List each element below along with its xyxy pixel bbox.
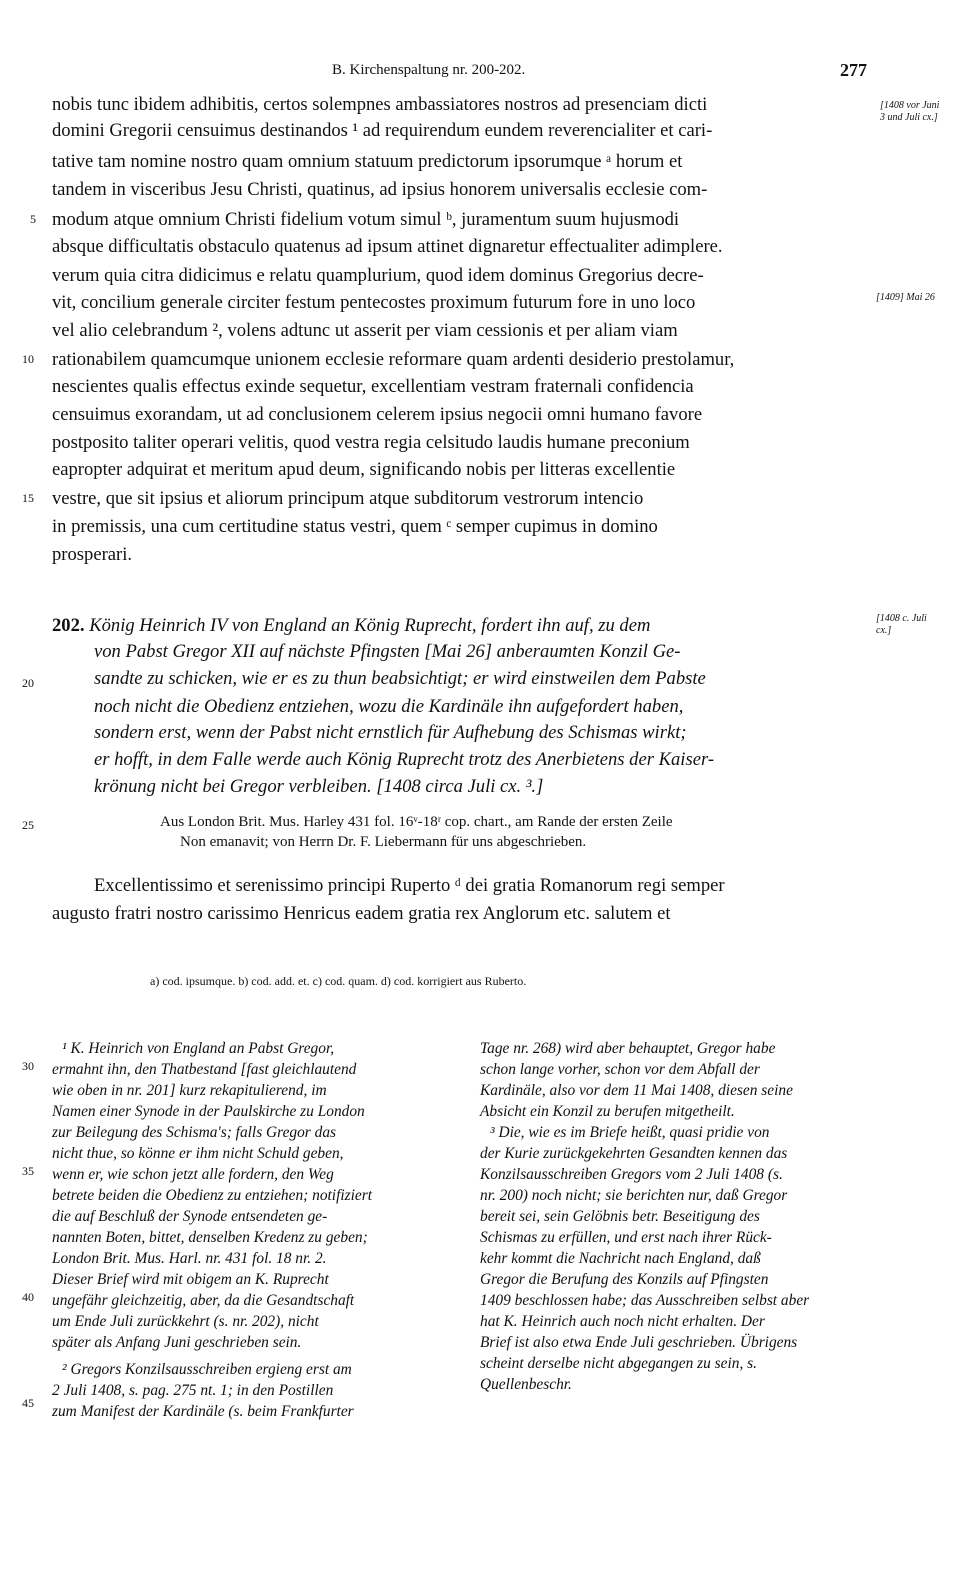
text-line: rationabilem quamcumque unionem ecclesie reformare quam ardenti desiderio prestolamur, xyxy=(52,349,735,370)
text-line: tative tam nomine nostro quam omnium statuum predictorum ipsorumque ᵃ horum et xyxy=(52,151,683,172)
doc-heading-line: 202. König Heinrich IV von England an König Ruprecht, fordert ihn auf, zu dem xyxy=(52,615,651,636)
running-head: B. Kirchenspaltung nr. 200-202. xyxy=(332,62,526,78)
footnote-line: schon lange vorher, schon vor dem Abfall der xyxy=(480,1061,760,1078)
footnote-line: 2 Juli 1408, s. pag. 275 nt. 1; in den Postillen xyxy=(52,1382,334,1399)
footnote-line: Konzilsausschreiben Gregors vom 2 Juli 1408 (s. xyxy=(480,1166,783,1183)
line-number: 25 xyxy=(22,818,34,832)
line-number: 15 xyxy=(22,491,34,505)
text-line: censuimus exorandam, ut ad conclusionem celerem ipsius negocii omni humano favore xyxy=(52,404,703,425)
text-line: absque difficultatis obstaculo quatenus ad ipsum attinet dignaretur effectualiter adimplere. xyxy=(52,236,723,257)
footnote-line: hat K. Heinrich auch noch nicht erhalten. Der xyxy=(480,1313,765,1330)
text-line: vestre, que sit ipsius et aliorum principum atque subditorum vestrorum intencio xyxy=(52,488,644,509)
doc-heading-line: von Pabst Gregor XII auf nächste Pfingsten [Mai 26] anberaumten Konzil Ge- xyxy=(94,641,681,662)
footnote-line: Schismas zu erfüllen, und erst nach ihrer Rück- xyxy=(480,1229,772,1246)
doc-heading-line: sandte zu schicken, wie er es zu thun beabsichtigt; er wird einstweilen dem Pabste xyxy=(94,668,706,689)
footnote-line: die auf Beschluß der Synode entsendeten ge- xyxy=(52,1208,328,1225)
doc-number: 202. xyxy=(52,615,85,636)
source-line: Non emanavit; von Herrn Dr. F. Liebermann für uns abgeschrieben. xyxy=(180,834,587,850)
text-line: nobis tunc ibidem adhibitis, certos solempnes ambassiatores nostros ad presenciam dicti xyxy=(52,94,708,115)
footnote-line: ¹ K. Heinrich von England an Pabst Gregor, xyxy=(62,1040,335,1057)
margin-note: [1408 c. Juli cx.] xyxy=(876,613,927,636)
footnote-line: wie oben in nr. 201] kurz rekapitulierend, im xyxy=(52,1082,327,1099)
footnote-line: scheint derselbe nicht abgegangen zu sein, s. xyxy=(480,1355,757,1372)
line-number: 40 xyxy=(22,1290,34,1304)
footnote-line: zum Manifest der Kardinäle (s. beim Frankfurter xyxy=(52,1403,354,1420)
footnote-line: London Brit. Mus. Harl. nr. 431 fol. 18 nr. 2. xyxy=(52,1250,327,1267)
doc-heading-line: krönung nicht bei Gregor verbleiben. [1408 circa Juli cx. ³.] xyxy=(94,776,544,797)
text-line: vit, concilium generale circiter festum pentecostes proximum futurum fore in uno loco xyxy=(52,292,696,313)
page-number: 277 xyxy=(840,60,867,80)
critical-apparatus: a) cod. ipsumque. b) cod. add. et. c) cod. quam. d) cod. korrigiert aus Ruberto. xyxy=(150,974,527,988)
footnote-line: ² Gregors Konzilsausschreiben ergieng erst am xyxy=(62,1361,352,1378)
text-line: prosperari. xyxy=(52,544,133,565)
footnote-line: zur Beilegung des Schisma's; falls Gregor das xyxy=(52,1124,337,1141)
footnote-line: 1409 beschlossen habe; das Ausschreiben selbst aber xyxy=(480,1292,810,1309)
text-line: domini Gregorii censuimus destinandos ¹ ad requirendum eundem reverencialiter et cari- xyxy=(52,120,713,141)
line-number: 45 xyxy=(22,1396,34,1410)
footnote-line: Gregor die Berufung des Konzils auf Pfingsten xyxy=(480,1271,769,1288)
doc-heading-line: er hofft, in dem Falle werde auch König Ruprecht trotz des Anerbietens der Kaiser- xyxy=(94,749,715,770)
text-line: vel alio celebrandum ², volens adtunc ut asserit per viam cessionis et per aliam viam xyxy=(52,320,678,341)
footnote-line: Tage nr. 268) wird aber behauptet, Gregor habe xyxy=(480,1040,776,1057)
letter-line: augusto fratri nostro carissimo Henricus eadem gratia rex Anglorum etc. salutem et xyxy=(52,903,671,924)
doc-heading-line: sondern erst, wenn der Pabst nicht ernstlich für Aufhebung des Schismas wirkt; xyxy=(94,722,687,743)
footnote-line: betrete beiden die Obedienz zu entziehen; notifiziert xyxy=(52,1187,372,1204)
footnote-line: der Kurie zurückgekehrten Gesandten kennen das xyxy=(480,1145,788,1162)
footnote-line: Namen einer Synode in der Paulskirche zu London xyxy=(52,1103,365,1120)
footnote-line: nannten Boten, bittet, denselben Kredenz zu geben; xyxy=(52,1229,368,1246)
footnote-line: Quellenbeschr. xyxy=(480,1376,572,1393)
footnote-line: ermahnt ihn, den Thatbestand [fast gleichlautend xyxy=(52,1061,357,1078)
line-number: 10 xyxy=(22,352,34,366)
text-line: tandem in visceribus Jesu Christi, quatinus, ad ipsius honorem universalis ecclesie com- xyxy=(52,179,708,200)
text-line: verum quia citra didicimus e relatu quamplurium, quod idem dominus Gregorius decre- xyxy=(52,265,704,286)
footnote-line: ungefähr gleichzeitig, aber, da die Gesandtschaft xyxy=(52,1292,355,1309)
doc-heading-line: noch nicht die Obedienz entziehen, wozu die Kardinäle ihn aufgefordert haben, xyxy=(94,696,684,717)
line-number: 5 xyxy=(30,212,36,226)
footnote-line: später als Anfang Juni geschrieben sein. xyxy=(52,1334,302,1351)
footnote-line: wenn er, wie schon jetzt alle fordern, den Weg xyxy=(52,1166,334,1183)
letter-line: Excellentissimo et serenissimo principi Ruperto ᵈ dei gratia Romanorum regi semper xyxy=(94,875,725,896)
footnote-line: nr. 200) noch nicht; sie berichten nur, daß Gregor xyxy=(480,1187,788,1204)
footnote-line: Dieser Brief wird mit obigem an K. Ruprecht xyxy=(52,1271,329,1288)
footnote-line: kehr kommt die Nachricht nach England, daß xyxy=(480,1250,761,1267)
margin-note: [1408 vor Juni 3 und Juli cx.] xyxy=(880,100,940,123)
footnote-line: um Ende Juli zurückkehrt (s. nr. 202), nicht xyxy=(52,1313,319,1330)
margin-note: [1409] Mai 26 xyxy=(876,292,935,303)
line-number: 30 xyxy=(22,1059,34,1073)
footnote-line: bereit sei, sein Gelöbnis betr. Beseitigung des xyxy=(480,1208,760,1225)
text-line: postposito taliter operari velitis, quod vestra regia celsitudo laudis humane preconium xyxy=(52,432,690,453)
footnote-line: nicht thue, so könne er ihm nicht Schuld geben, xyxy=(52,1145,344,1162)
footnote-line: Absicht ein Konzil zu berufen mitgetheilt. xyxy=(480,1103,735,1120)
footnote-line: Brief ist also etwa Ende Juli geschrieben. Übrigens xyxy=(480,1334,798,1351)
footnote-line: Kardinäle, also vor dem 11 Mai 1408, diesen seine xyxy=(480,1082,793,1099)
text-line: modum atque omnium Christi fidelium votum simul ᵇ, juramentum suum hujusmodi xyxy=(52,209,680,230)
text-line: eapropter adquirat et meritum apud deum, significando nobis per litteras excellentie xyxy=(52,459,676,480)
line-number: 35 xyxy=(22,1164,34,1178)
source-line: Aus London Brit. Mus. Harley 431 fol. 16ᵛ-18ʳ cop. chart., am Rande der ersten Zeile xyxy=(160,814,673,830)
text-line: in premissis, una cum certitudine status vestri, quem ᶜ semper cupimus in domino xyxy=(52,516,658,537)
text-line: nescientes qualis effectus exinde sequetur, excellentiam vestram fraternali confidencia xyxy=(52,376,694,397)
footnote-line: ³ Die, wie es im Briefe heißt, quasi pridie von xyxy=(490,1124,770,1141)
line-number: 20 xyxy=(22,676,34,690)
